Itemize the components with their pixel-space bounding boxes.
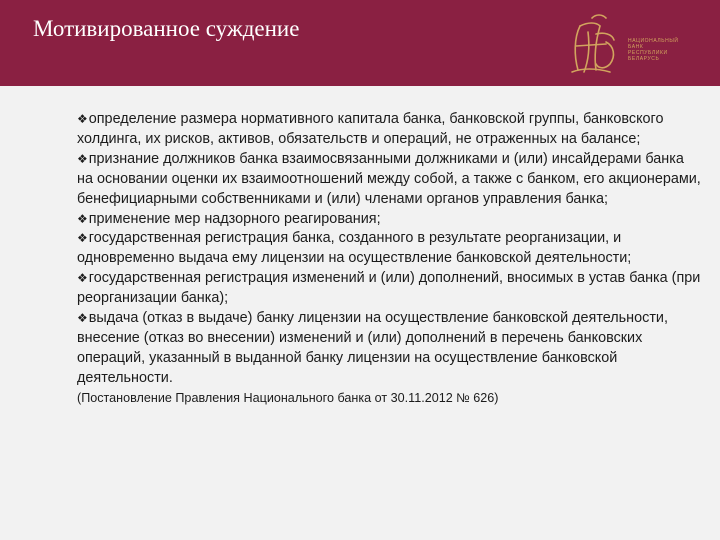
slide-title: Мотивированное суждение [33,16,300,41]
list-item-text: признание должников банка взаимосвязанными должниками и (или) инсайдерами банка на основании оценки их взаимоотношений между собой, а также с банком, его акционерами, бенефициарными собственниками и (или) членами органов управления банка; [77,150,701,207]
list-item [77,150,702,210]
diamond-bullet-icon: ❖ [77,231,88,246]
national-bank-logo [566,12,706,78]
slide-body [77,110,702,407]
source-citation: (Постановление Правления Национального банка от 30.11.2012 № 626) [77,390,499,405]
list-item [77,309,702,389]
diamond-bullet-icon: ❖ [77,271,88,286]
list-item [77,229,702,269]
list-item [77,210,702,230]
logo-text [628,38,708,62]
national-bank-monogram-icon [566,12,628,78]
list-item-text: применение мер надзорного реагирования; [88,210,381,227]
logo-line: БАНК [628,44,644,50]
logo-line: РЕСПУБЛИКИ [628,50,668,56]
list-item-text: определение размера нормативного капитала банка, банковской группы, банковского холдинга, их рисков, активов, обязательств и операций, не отраженных на балансе; [77,111,664,147]
list-item-text: выдача (отказ в выдаче) банку лицензии на осуществление банковской деятельности, внесение (отказ во внесении) изменений и (или) дополнений в перечень банковских операций, указанный в выданной банку лицензии на осуществление банковской деятельности. [77,310,668,386]
logo-line: БЕЛАРУСЬ [628,56,660,62]
list-item [77,269,702,309]
diamond-bullet-icon: ❖ [77,211,88,226]
list-item [77,110,702,150]
diamond-bullet-icon: ❖ [77,112,88,126]
logo-line: НАЦИОНАЛЬНЫЙ [628,38,679,44]
diamond-bullet-icon: ❖ [77,311,88,326]
diamond-bullet-icon: ❖ [77,151,88,166]
header-bar [0,0,720,86]
list-item-text: государственная регистрация изменений и (или) дополнений, вносимых в устав банка (при реорганизации банка); [77,270,701,307]
list-item-text: государственная регистрация банка, созданного в результате реорганизации, и одновременно выдача ему лицензии на осуществление банковской деятельности; [77,230,632,267]
